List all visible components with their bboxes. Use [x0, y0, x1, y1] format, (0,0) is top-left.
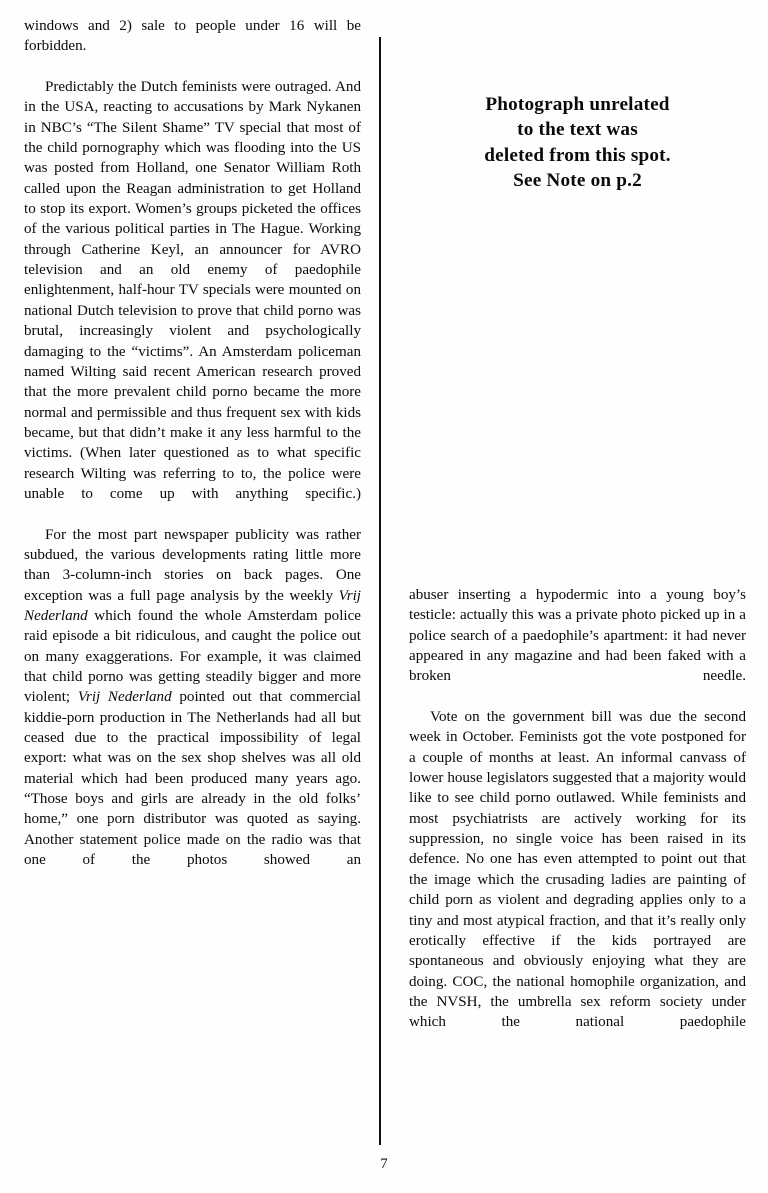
left-column-text-run: which found the whole Amsterdam police raid episode a bit ridiculous, and caught the police out on many exaggerations. For example, it was claimed that child porno was getting steadily bigger and more violent;	[24, 607, 361, 706]
right-text-column	[409, 585, 746, 1053]
deleted-photo-notice-line: See Note on p.2	[513, 170, 642, 192]
left-column-paragraph	[24, 16, 361, 77]
deleted-photo-notice-line: to the text was	[517, 119, 638, 141]
left-column-text-run: pointed out that commercial kiddie-porn production in The Netherlands had all but ceased due to the practical impossibility of legal export: what was on the sex shop shelves was all old material which had been produced many years ago. “Those boys and girls are already in the old folks’ home,” one porn distributor was quoted as saying. Another statement police made on the radio was that one of the photos showed an	[24, 689, 361, 869]
left-column-text-run: For the most part newspaper publicity was rather subdued, the various developments rating little more than 3-column-inch stories on back pages. One exception was a full page analysis by the weekly	[24, 526, 361, 604]
left-column-italic-title: Vrij Nederland	[77, 689, 172, 706]
deleted-photo-placeholder	[409, 200, 746, 578]
right-column-text-run: abuser inserting a hypodermic into a young boy’s testicle: actually this was a private photo picked up in a police search of a paedophile’s apartment: it had never appeared in any magazine and had been faked with a broken needle.	[409, 587, 746, 685]
left-column-paragraph	[24, 525, 361, 891]
left-column-text-run: windows and 2) sale to people under 16 will be forbidden.	[24, 18, 361, 55]
deleted-photo-notice-line: deleted from this spot.	[484, 144, 671, 166]
left-column-text-run: Predictably the Dutch feminists were outraged. And in the USA, reacting to accusations by Mark Nykanen in NBC’s “The Silent Shame” TV special that most of the child pornography which was flooding into the US was posted from Holland, one Senator William Roth called upon the Reagan administration to get Holland to stop its export. Women’s groups picketed the offices of the various political parties in The Hague. Working through Catherine Keyl, an announcer for AVRO television and an old enemy of paedophile enlightenment, half-hour TV specials were mounted on national Dutch television to prove that child porno was brutal, increasingly violent and psychologically damaging to the “victims”. An Amsterdam policeman named Wilting said recent American research proved that the more prevalent child porno became the more normal and permissible and thus frequent sex with kids became, but that didn’t make it any less harmful to the victims. (When later questioned as to what specific research Wilting was referring to to, the police were unable to come up with anything specific.)	[24, 79, 361, 502]
page-number: 7	[380, 1156, 388, 1172]
column-divider-rule	[379, 37, 381, 1145]
left-column-paragraph	[24, 77, 361, 525]
right-column-paragraph	[409, 707, 746, 1053]
right-column-text-run: Vote on the government bill was due the second week in October. Feminists got the vote postponed for a couple of months at least. An informal canvass of lower house legislators suggested that a majority would like to see child porno outlawed. While feminists and most psychiatrists are actively working for its suppression, no single voice has been raised in its defence. No one has even attempted to point out that the image which the crusading ladies are painting of child porn as violent and degrading applies only to a tiny and most atypical fraction, and that it’s really only erotically effective if the kids portrayed are spontaneous and obviously enjoying what they are doing. COC, the national homophile organization, and the NVSH, the umbrella sex reform society under which the national paedophile	[409, 709, 746, 1031]
deleted-photo-notice-line: Photograph unrelated	[485, 94, 670, 115]
right-column-paragraph	[409, 585, 746, 707]
left-text-column	[24, 16, 361, 891]
deleted-photo-notice	[409, 92, 746, 194]
left-column-italic-title: Vrij Nederland	[24, 587, 361, 624]
